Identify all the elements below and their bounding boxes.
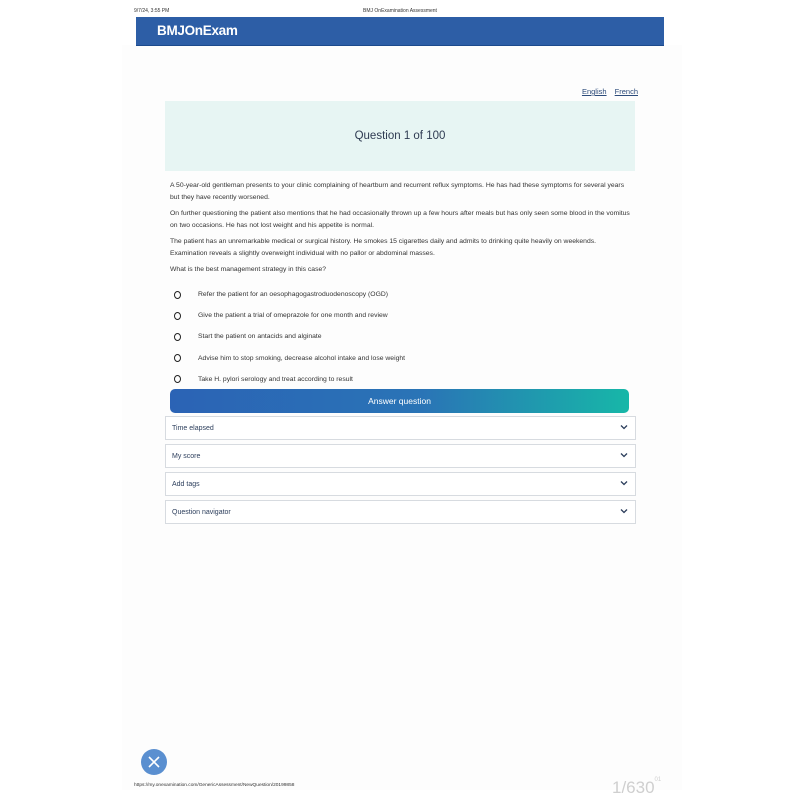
close-icon [147,755,161,769]
chevron-down-icon[interactable] [619,423,629,431]
close-button[interactable] [141,749,167,775]
answer-option-1[interactable] [172,284,632,305]
stem-paragraph: A 50-year-old gentleman presents to your clinic complaining of heartburn and recurrent reflux symptoms. He has had these symptoms for several years but they have recently worsened. [170,182,625,201]
chevron-down-icon[interactable] [619,479,629,487]
panel-label: Add tags [172,480,200,488]
header-bar [136,17,664,45]
brand-logo[interactable]: BMJOnExam [157,23,238,38]
radio-button[interactable] [174,333,181,341]
option-label: Advise him to stop smoking, decrease alcohol intake and lose weight [198,354,406,362]
language-french-link[interactable]: French [614,87,638,96]
panel-label: My score [172,452,201,460]
radio-button[interactable] [174,312,181,320]
chevron-down-icon[interactable] [619,507,629,515]
question-navigator-panel[interactable] [165,500,636,524]
chevron-down-icon[interactable] [619,451,629,459]
panel-label: Question navigator [172,508,231,516]
page-number [612,778,661,798]
answer-options [172,284,632,390]
print-title: BMJ OnExamination Assessment [363,8,437,14]
stem-paragraph: On further questioning the patient also mentions that he had occasionally thrown up a few hours after meals but has only seen some blood in the vomitus on two occasions. He has not lost weight and his appetite is normal. [170,210,630,229]
option-label: Refer the patient for an oesophagogastroduodenoscopy (OGD) [198,291,389,299]
language-switcher [576,87,638,96]
option-label: Take H. pylori serology and treat according to result [198,375,353,383]
answer-question-button[interactable]: Answer question [170,389,629,413]
answer-option-5[interactable] [172,369,632,390]
my-score-panel[interactable] [165,444,636,468]
option-label: Give the patient a trial of omeprazole for one month and review [198,312,388,320]
language-english-link[interactable]: English [581,87,607,96]
time-elapsed-panel[interactable] [165,416,636,440]
add-tags-panel[interactable] [165,472,636,496]
answer-option-3[interactable] [172,326,632,347]
question-stem [170,180,632,281]
option-label: Start the patient on antacids and alginate [198,333,322,341]
question-prompt: What is the best management strategy in this case? [170,266,327,273]
stem-paragraph: The patient has an unremarkable medical or surgical history. He smokes 15 cigarettes daily and admits to drinking quite heavily on weekends. Examination reveals a slightly overweight individual with no pallor or abdominal masses. [170,238,597,257]
radio-button[interactable] [174,375,181,383]
print-date: 9/7/24, 3:55 PM [134,8,170,14]
panel-label: Time elapsed [172,424,214,432]
answer-option-4[interactable] [172,348,632,369]
answer-option-2[interactable] [172,305,632,326]
print-url: https://my.onexamination.com/GenericAssessment/NewQuestion/20199858 [134,783,295,788]
radio-button[interactable] [174,354,181,362]
page-number-text: 1/630 [612,778,655,797]
question-banner [165,101,635,171]
page-number-superscript: 01 [654,777,662,783]
question-counter: Question 1 of 100 [354,130,446,142]
radio-button[interactable] [174,291,181,299]
